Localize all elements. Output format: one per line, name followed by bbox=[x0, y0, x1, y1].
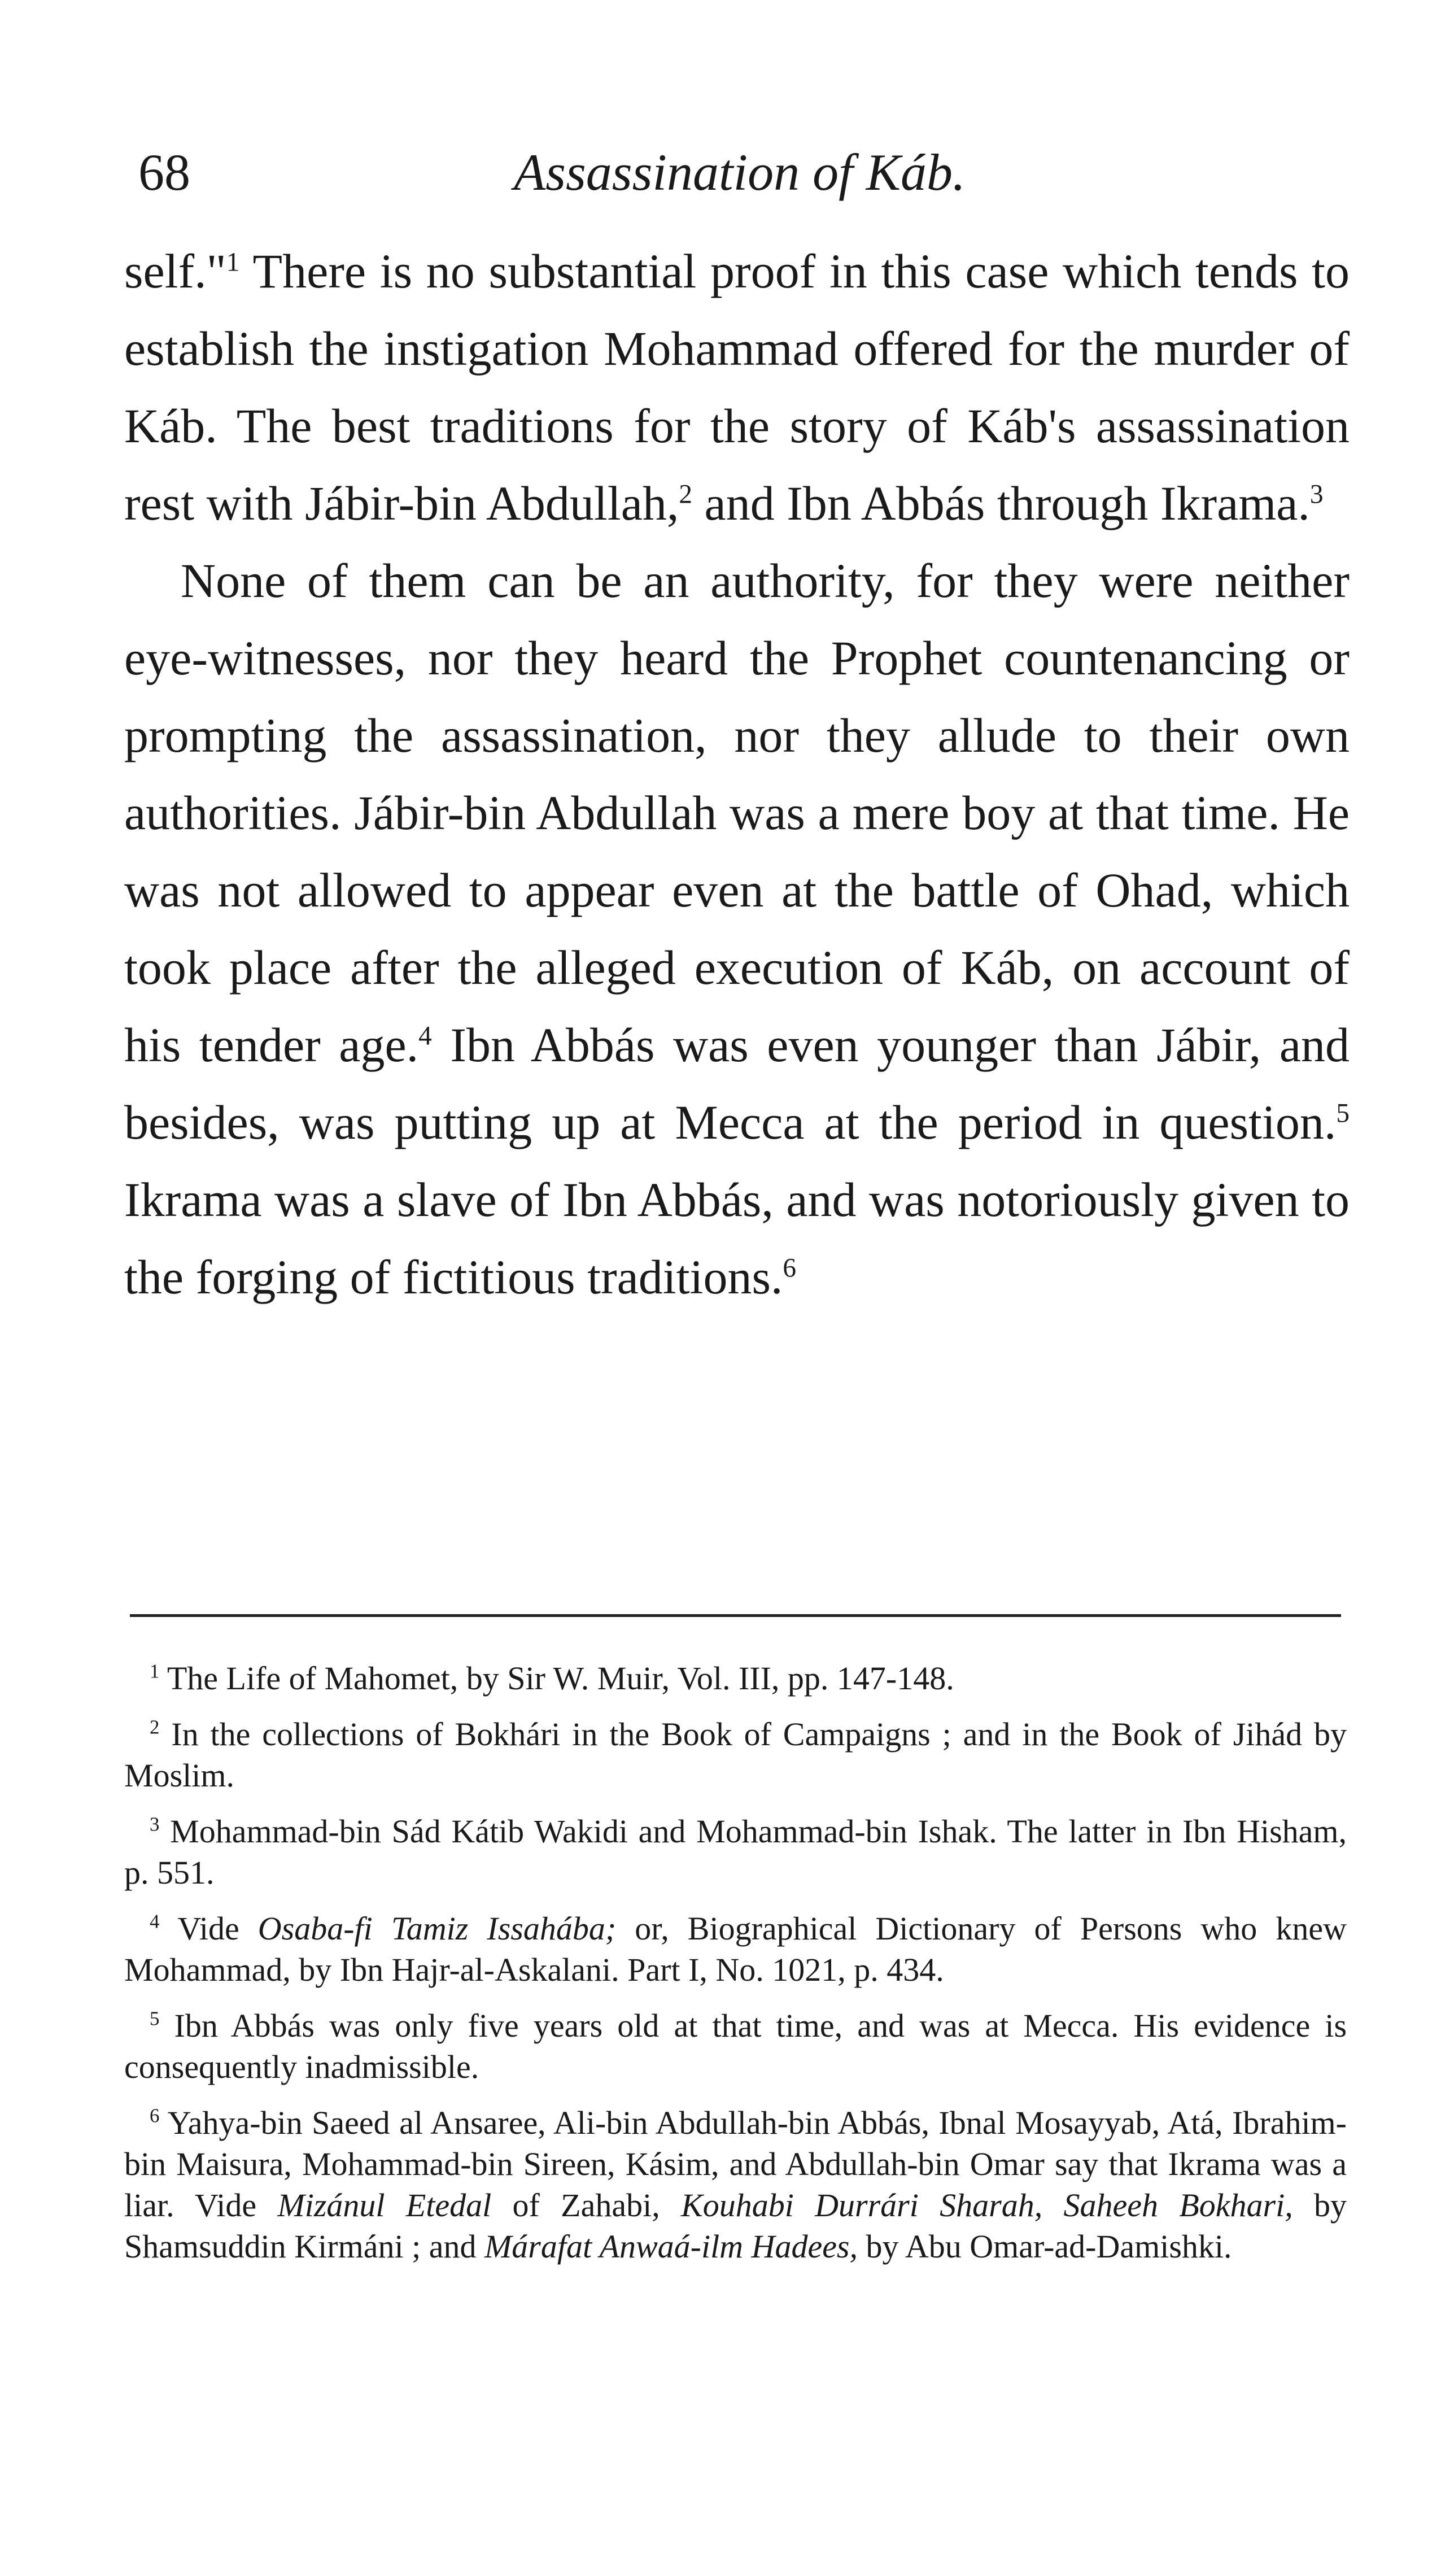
footnote-text: by Shamsuddin Kirmáni ; and bbox=[124, 2187, 1347, 2265]
footnote-mark: 1 bbox=[150, 1660, 160, 1683]
footnote-text: Vide bbox=[177, 1910, 258, 1947]
footnote-4 bbox=[124, 1908, 1347, 1990]
footnotes bbox=[124, 1658, 1347, 2282]
footnote-text: by Abu Omar-ad-Damishki. bbox=[858, 2228, 1232, 2265]
running-title: Assassination of Káb. bbox=[513, 143, 966, 201]
footnote-ref-6: 6 bbox=[783, 1253, 797, 1283]
paragraph-2-text: Ikrama was a slave of Ibn Abbás, and was notoriously given to the forging of fictitious traditions. bbox=[124, 1173, 1350, 1304]
paragraph-1 bbox=[124, 233, 1350, 542]
footnote-title: Márafat Anwaá-ilm Hadees, bbox=[484, 2228, 858, 2265]
paragraph-1-text: and Ibn Abbás through Ikrama. bbox=[692, 476, 1310, 530]
footnote-1 bbox=[124, 1658, 1347, 1699]
footnote-text: Mohammad-bin Sád Kátib Wakidi and Mohammad-bin Ishak. The latter in Ibn Hisham, p. 551. bbox=[124, 1813, 1347, 1891]
footnote-divider bbox=[130, 1614, 1341, 1617]
paragraph-2-text: Ibn Abbás was even younger than Jábir, and besides, was putting up at Mecca at the period in question. bbox=[124, 1018, 1350, 1149]
footnote-text: or, Biographical Dictionary of Persons who knew Mohammad, by Ibn Hajr-al-Askalani. Part I, No. 1021, p. 434. bbox=[124, 1910, 1347, 1988]
paragraph-2 bbox=[124, 542, 1350, 1316]
footnote-title: Mizánul Etedal bbox=[277, 2187, 492, 2224]
footnote-3 bbox=[124, 1811, 1347, 1893]
footnote-text: of Zahabi, bbox=[491, 2187, 682, 2224]
footnote-6 bbox=[124, 2102, 1347, 2267]
footnote-text: In the collections of Bokhári in the Book of Campaigns ; and in the Book of Jihád by Moslim. bbox=[124, 1716, 1347, 1794]
footnote-ref-5: 5 bbox=[1336, 1099, 1350, 1128]
footnote-mark: 3 bbox=[150, 1813, 160, 1836]
footnote-title: Kouhabi Durrári Sharah, Saheeh Bokhari, bbox=[681, 2187, 1293, 2224]
body-text bbox=[124, 233, 1350, 1316]
footnote-mark: 2 bbox=[150, 1716, 160, 1738]
footnote-ref-4: 4 bbox=[418, 1021, 432, 1051]
footnote-2 bbox=[124, 1714, 1347, 1796]
paragraph-1-text: self." bbox=[124, 244, 226, 298]
footnote-ref-2: 2 bbox=[679, 480, 693, 509]
footnote-mark: 4 bbox=[150, 1910, 160, 1933]
footnote-5 bbox=[124, 2005, 1347, 2087]
footnote-ref-3: 3 bbox=[1309, 480, 1324, 509]
footnote-mark: 6 bbox=[150, 2104, 160, 2127]
page-number: 68 bbox=[138, 143, 190, 201]
footnote-text: The Life of Mahomet, by Sir W. Muir, Vol. III, pp. 147-148. bbox=[167, 1660, 954, 1697]
footnote-text: Yahya-bin Saeed al Ansaree, Ali-bin Abdullah-bin Abbás, Ibnal Mosayyab, Atá, Ibrahim-bin Maisura, Mohammad-bin Sireen, Kásim, and Abdullah-bin Omar say that Ikrama was a liar. Vide bbox=[124, 2104, 1347, 2224]
footnote-text: Ibn Abbás was only five years old at that time, and was at Mecca. His evidence is consequently inadmissible. bbox=[124, 2007, 1347, 2085]
footnote-mark: 5 bbox=[150, 2007, 160, 2030]
paragraph-2-text: None of them can be an authority, for they were neither eye-witnesses, nor they heard the Prophet countenancing or prompting the assassination, nor they allude to their own authorities. Jábir-bin Abdullah was a mere boy at that time. He was not allowed to appear even at the battle of Ohad, which took place after the alleged execution of Káb, on account of his tender age. bbox=[124, 553, 1350, 1072]
footnote-title: Osaba-fi Tamiz Issahába; bbox=[257, 1910, 617, 1947]
page-header bbox=[138, 141, 1341, 220]
footnote-ref-1: 1 bbox=[226, 247, 240, 277]
paragraph-1-text: There is no substantial proof in this case which tends to establish the instigation Mohammad offered for the murder of Káb. The best traditions for the story of Káb's assassination rest with Jábir-bin Abdullah, bbox=[124, 244, 1350, 530]
